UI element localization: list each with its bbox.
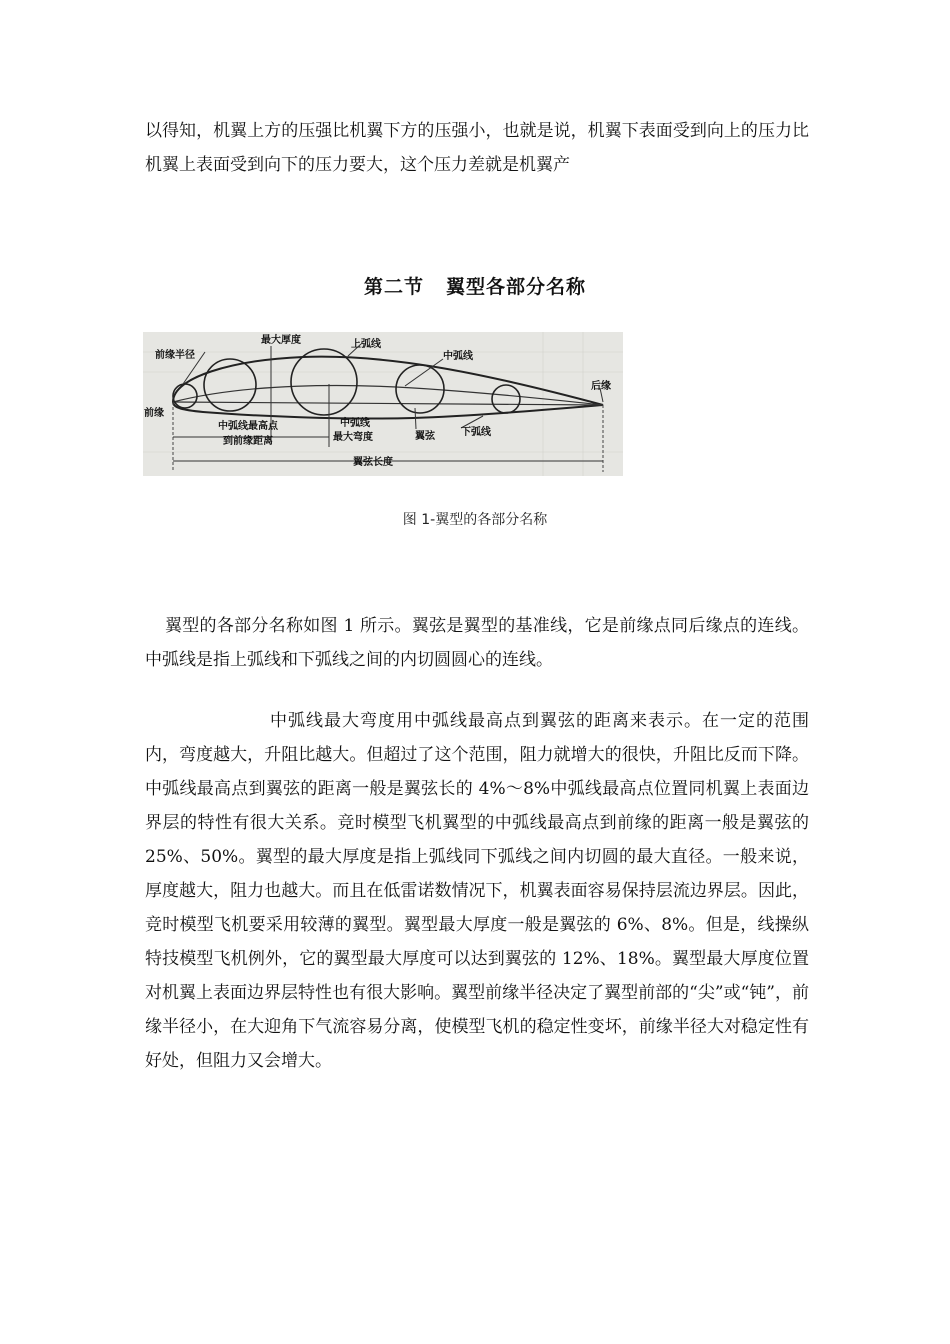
paragraph-2: 翼型的各部分名称如图 1 所示。翼弦是翼型的基准线，它是前缘点同后缘点的连线。中弧线是指上弧线和下弧线之间的内切圆圆心的连线。 [145,616,809,670]
label-max-thickness: 最大厚度 [261,335,301,346]
label-chord: 翼弦 [415,431,435,442]
label-max-camber-2: 最大弯度 [333,432,373,443]
intro-paragraph: 以得知，机翼上方的压强比机翼下方的压强小，也就是说，机翼下表面受到向上的压力比机翼上表面受到向下的压力要大，这个压力差就是机翼产 [145,121,809,175]
label-camber-high-point-1: 中弧线最高点 [218,421,278,432]
label-trailing-edge: 后缘 [591,381,611,392]
label-mean-camber: 中弧线 [443,351,473,362]
label-leading-edge-radius: 前缘半径 [155,350,195,361]
section-heading [0,272,950,299]
section-number: 第二节 [363,276,424,298]
label-lower-camber: 下弧线 [461,427,491,438]
label-chord-length: 翼弦长度 [353,457,393,468]
figure-caption: 图 1-翼型的各部分名称 [402,512,548,528]
label-leading-edge: 前缘 [144,408,164,419]
label-upper-camber: 上弧线 [351,339,381,350]
section-title: 翼型各部分名称 [446,276,587,298]
label-camber-high-point-2: 到前缘距离 [223,436,273,447]
paragraph-3: 中弧线最大弯度用中弧线最高点到翼弦的距离来表示。在一定的范围内，弯度越大，升阻比越大。但超过了这个范围，阻力就增大的很快，升阻比反而下降。中弧线最高点到翼弦的距离一般是翼弦长的 4%～8%中弧线最高点位置同机翼上表面边界层的特性有很大关系。竞时模型飞机翼型的中弧线最高点到前缘的距离一般是翼弦的 25%、50%。翼型的最大厚度是指上弧线同下弧线之间内切圆的最大直径。一般来说，厚度越大，阻力也越大。而且在低雷诺数情况下，机翼表面容易保持层流边界层。因此，竞时模型飞机要采用较薄的翼型。翼型最大厚度一般是翼弦的 6%、8%。但是，线操纵特技模型飞机例外，它的翼型最大厚度可以达到翼弦的 12%、18%。翼型最大厚度位置对机翼上表面边界层特性也有很大影响。翼型前缘半径决定了翼型前部的“尖”或“钝”，前缘半径小，在大迎角下气流容易分离，使模型飞机的稳定性变坏，前缘半径大对稳定性有好处，但阻力又会增大。 [145,711,809,1071]
label-max-camber-1: 中弧线 [340,418,370,429]
airfoil-diagram [143,332,623,476]
